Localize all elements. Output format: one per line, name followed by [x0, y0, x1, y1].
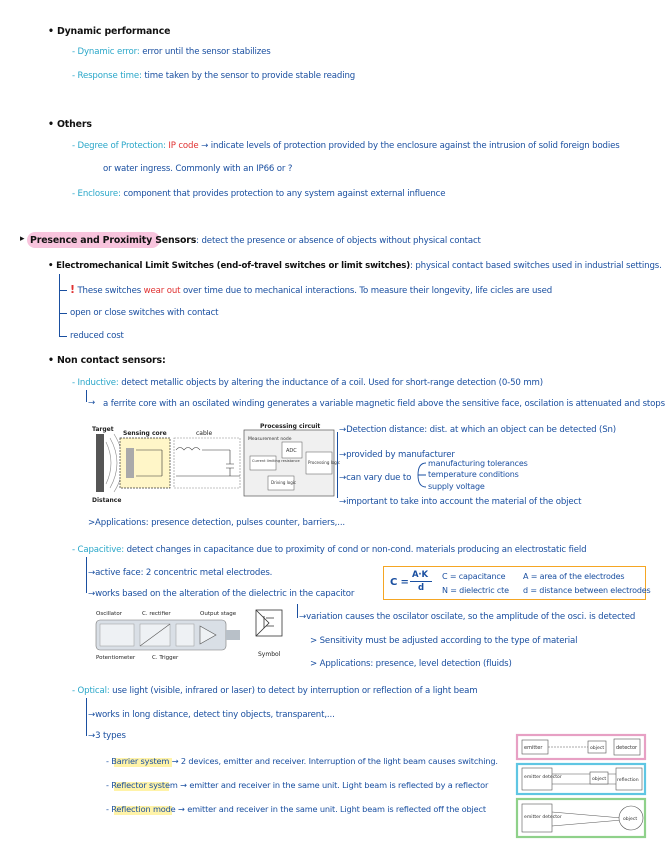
- warning-line: [70, 284, 552, 297]
- important-text: →important to take into account the material of the object: [339, 497, 582, 507]
- others-title: • Others: [48, 119, 92, 130]
- optical-tree-line: [86, 698, 87, 736]
- oscillator-label: Oscillator: [96, 611, 122, 617]
- distance-label: Distance: [92, 497, 122, 504]
- warning-pre: These switches: [74, 286, 144, 296]
- output-stage-label: Output stage: [200, 611, 237, 617]
- warning-post: over time due to mechanical interactions. To measure their longevity, life cicles are used: [180, 286, 553, 296]
- formula-lhs: C =: [390, 577, 409, 588]
- presence-arrow-icon: ▸: [20, 234, 25, 244]
- can-vary-text: →can vary due to: [339, 473, 412, 483]
- reflector-reflector-label: reflection: [617, 778, 639, 783]
- capacitive-symbol-figure: [252, 606, 288, 662]
- noncontact-title: • Non contact sensors:: [48, 355, 166, 366]
- protection-line: [72, 141, 620, 152]
- warning-red: wear out: [143, 286, 181, 296]
- symbol-label: Symbol: [258, 651, 281, 658]
- optical-line: [72, 686, 477, 697]
- processing-label: Processing circuit: [260, 423, 321, 430]
- reflector-emitter-label: emitter detector: [524, 775, 562, 780]
- response-time-line: [72, 71, 355, 82]
- detection-tree-line: [337, 432, 338, 498]
- capacitive-term: - Capacitive:: [72, 545, 125, 555]
- active-face-text: →active face: 2 concentric metal electrodes.: [88, 568, 273, 578]
- electro-def: : physical contact based switches used in industrial settings.: [410, 261, 662, 271]
- barrier-detector-label: detector: [616, 745, 638, 751]
- dynamic-error-line: [72, 47, 271, 58]
- barrier-line: [106, 756, 498, 767]
- formula-numerator: A·K: [412, 570, 428, 580]
- sensitivity-text: > Sensitivity must be adjusted according to the type of material: [310, 636, 578, 646]
- important-label: important to take into account the material of the object: [346, 497, 582, 507]
- electro-branch-3: [59, 336, 67, 337]
- inductive-applications: >Applications: presence detection, pulses counter, barriers,...: [88, 518, 346, 528]
- provided-label: provided by manufacturer: [346, 450, 455, 460]
- formula-n-def: N = dielectric cte: [442, 586, 509, 595]
- dynamic-title: • Dynamic performance: [48, 26, 171, 37]
- inductive-sub-text: a ferrite core with an oscilated winding generates a variable magnetic field above the sensitive face, oscilation is attenuated and stops: [103, 399, 665, 409]
- works-based-text: →works based on the alteration of the dielectric in the capacitor: [88, 589, 355, 599]
- can-vary-label: can vary due to: [346, 473, 412, 483]
- barrier-emitter-label: emitter: [524, 745, 543, 751]
- target-label: Target: [92, 426, 114, 433]
- reflector-name: - Reflector system: [106, 780, 178, 790]
- reflection-name: - Reflection mode: [106, 804, 176, 814]
- optical-works-text: →works in long distance, detect tiny objects, transparent,...: [88, 710, 335, 720]
- electro-tree-line: [59, 274, 60, 336]
- dynamic-error-def: error until the sensor stabilizes: [139, 47, 271, 57]
- response-time-def: time taken by the sensor to provide stable reading: [141, 71, 356, 81]
- optical-works-label: works in long distance, detect tiny objects, transparent,...: [95, 710, 335, 720]
- presence-title: Presence and Proximity Sensors: [30, 235, 197, 246]
- presence-line: [30, 235, 481, 247]
- reflector-line: [106, 780, 488, 791]
- electro-branch-2: [59, 313, 67, 314]
- electro-branch-1: [59, 290, 67, 291]
- variation-text: →variation causes the oscilator oscilate, so the amplitude of the osci. is detected: [299, 612, 636, 622]
- open-close-text: open or close switches with contact: [70, 308, 219, 318]
- cable-label: cable: [196, 430, 213, 437]
- reflection-object-label: object: [623, 817, 638, 822]
- protection-def-2: or water ingress. Commonly with an IP66 or ?: [103, 164, 293, 174]
- reflector-object-label: object: [592, 777, 607, 782]
- warning-icon: !: [70, 283, 75, 296]
- barrier-name: - Barrier system: [106, 756, 170, 766]
- optical-def: use light (visible, infrared or laser) to detect by interruption or reflection of a light beam: [109, 686, 478, 696]
- variation-tree-line: [297, 604, 298, 618]
- vary-item-2: temperature conditions: [428, 470, 519, 479]
- barrier-def: → 2 devices, emitter and receiver. Interruption of the light beam causes switching.: [169, 756, 498, 766]
- c-trigger-label: C. Trigger: [152, 655, 179, 661]
- formula-c-def: C = capacitance: [442, 572, 506, 581]
- three-types-label: 3 types: [95, 731, 126, 741]
- driving-logic-label: Driving logic: [271, 480, 297, 485]
- enclosure-line: [72, 189, 445, 200]
- dynamic-error-term: - Dynamic error:: [72, 47, 140, 57]
- protection-term: - Degree of Protection:: [72, 141, 166, 151]
- capacitive-tree-line: [86, 557, 87, 593]
- sensing-core-label: Sensing core: [123, 430, 167, 437]
- capacitive-def: detect changes in capacitance due to proximity of cond or non-cond. materials producing an electrostatic field: [124, 545, 587, 555]
- formula-d-def: d = distance between electrodes: [523, 586, 651, 595]
- active-face-label: active face: 2 concentric metal electrodes.: [95, 568, 273, 578]
- capacitive-line: [72, 545, 586, 556]
- protection-def: → indicate levels of protection provided by the enclosure against the intrusion of solid foreign bodies: [198, 141, 620, 151]
- measurement-label: Measurement node: [248, 437, 292, 442]
- inductive-term: - Inductive:: [72, 378, 119, 388]
- formula-denominator: d: [418, 583, 424, 593]
- trigger-block: [176, 624, 194, 646]
- adc-label: ADC: [286, 448, 297, 454]
- reflection-def: → emitter and receiver in the same unit. Light beam is reflected off the object: [175, 804, 486, 814]
- vary-brace-icon: [414, 460, 428, 490]
- enclosure-def: component that provides protection to any system against external influence: [120, 189, 446, 199]
- electro-line: [48, 261, 662, 272]
- reflection-line: [106, 804, 486, 815]
- c-rectifier-label: C. rectifier: [142, 611, 171, 617]
- reduced-cost-text: reduced cost: [70, 331, 124, 341]
- provided-text: →provided by manufacturer: [339, 450, 455, 460]
- barrier-object-label: object: [590, 746, 605, 751]
- enclosure-term: - Enclosure:: [72, 189, 121, 199]
- detection-distance-text: →Detection distance: dist. at which an object can be detected (Sn): [339, 425, 616, 435]
- current-limit-label: Current limiting resistance: [252, 459, 300, 463]
- formula-a-def: A = area of the electrodes: [523, 572, 625, 581]
- capacitive-sensor-figure: [92, 608, 242, 664]
- ferrite-core: [126, 448, 134, 478]
- formula-fraction-bar: [410, 581, 432, 582]
- inductive-sub-arrow-icon: →: [88, 398, 96, 408]
- response-time-term: - Response time:: [72, 71, 142, 81]
- variation-label: variation causes the oscilator oscilate, so the amplitude of the osci. is detected: [306, 612, 636, 622]
- presence-def: : detect the presence or absence of objects without physical contact: [196, 236, 481, 246]
- vary-item-3: supply voltage: [428, 482, 485, 491]
- capacitive-applications: > Applications: presence, level detection (fluids): [310, 659, 512, 669]
- electro-title: • Electromechanical Limit Switches (end-of-travel switches or limit switches): [48, 261, 411, 271]
- capacitive-connector: [226, 630, 240, 640]
- detection-distance-label: Detection distance: dist. at which an object can be detected (Sn): [346, 425, 616, 435]
- processing-logic-label: Processing logic: [308, 460, 341, 465]
- vary-item-1: manufacturing tolerances: [428, 459, 528, 468]
- optical-term: - Optical:: [72, 686, 110, 696]
- works-based-label: works based on the alteration of the dielectric in the capacitor: [95, 589, 355, 599]
- reflection-emitter-label: emitter detector: [524, 815, 562, 820]
- reflector-def: → emitter and receiver in the same unit. Light beam is reflected by a reflector: [177, 780, 489, 790]
- inductive-def: detect metallic objects by altering the inductance of a coil. Used for short-range detection (0-50 mm): [118, 378, 543, 388]
- inductive-line: [72, 378, 543, 389]
- inductive-sub-line: [86, 390, 87, 402]
- optical-types-figure: [516, 734, 646, 838]
- three-types-text: →3 types: [88, 731, 126, 741]
- inductive-sensor-figure: [90, 420, 341, 506]
- target-plate: [96, 434, 104, 492]
- oscillator-block: [100, 624, 134, 646]
- symbol-diamond: [256, 610, 269, 636]
- protection-ip: IP code: [165, 141, 199, 151]
- potentiometer-label: Potentiometer: [96, 655, 136, 661]
